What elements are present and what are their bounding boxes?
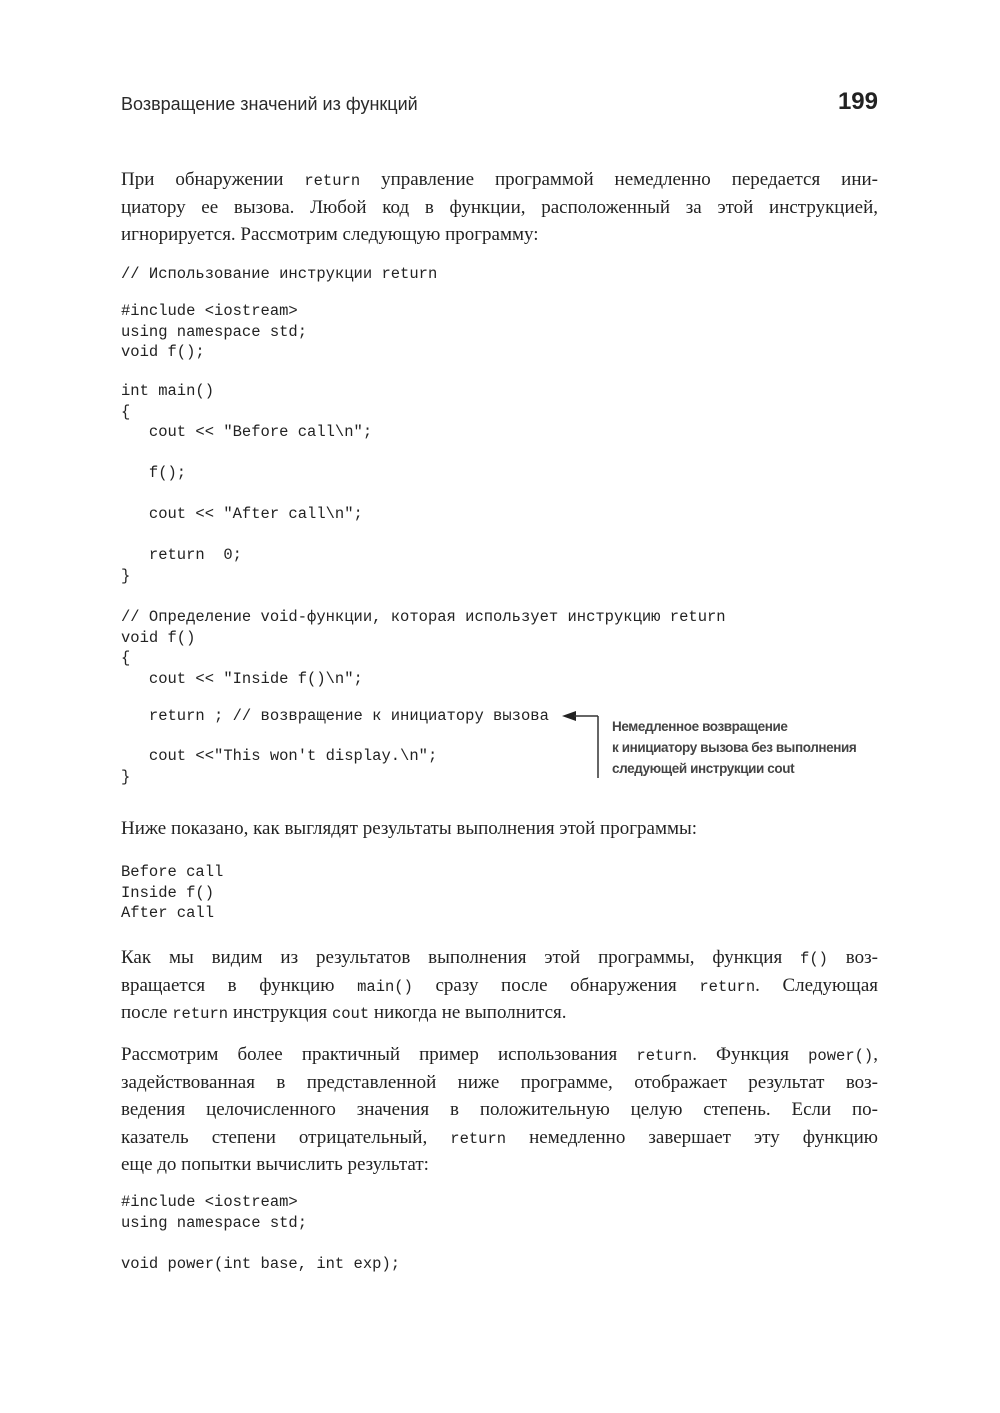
text-segment: инструкция	[228, 1002, 332, 1023]
callout-annotation	[612, 716, 856, 779]
code-line: using namespace std;	[121, 322, 308, 341]
inline-code: return	[699, 977, 756, 996]
code-f-definition	[121, 607, 726, 689]
inline-code: return	[172, 1005, 229, 1023]
inline-code: return	[304, 172, 361, 190]
text-line	[121, 999, 878, 1027]
code-line: void f();	[121, 343, 205, 361]
inline-code: return	[450, 1129, 507, 1148]
text-line	[121, 1041, 878, 1069]
inline-code: return	[636, 1047, 693, 1065]
text-segment: воз-	[827, 947, 878, 968]
code-line: // Использование инструкции return	[121, 265, 438, 283]
page-number: 199	[837, 88, 878, 115]
code-line: Inside f()	[121, 883, 215, 902]
code-line: cout <<"This won't display.\n";	[121, 747, 438, 765]
text-line	[121, 1124, 878, 1152]
text-segment: управление программой немедленно передается ини-	[360, 169, 878, 190]
inline-code: power()	[808, 1047, 874, 1065]
code-return-statement	[121, 706, 549, 727]
text-line	[121, 221, 878, 249]
program-output	[121, 862, 223, 924]
code-main-start	[121, 381, 372, 443]
code-line: int main()	[121, 382, 215, 400]
code-line: cout << "Inside f()\n";	[121, 669, 363, 688]
text-segment: При обнаружении	[121, 169, 305, 190]
code-main-return	[121, 545, 242, 586]
paragraph-intro	[121, 166, 878, 249]
text-segment: еще до попытки вычислить результат:	[121, 1154, 429, 1175]
text-segment: . Следующая	[755, 974, 878, 996]
code-unreached-cout	[121, 746, 437, 787]
text-segment: ,	[873, 1044, 878, 1065]
code-comment	[121, 264, 437, 285]
code-line: // Определение void-функции, которая использует инструкцию return	[121, 608, 726, 626]
text-segment: игнорируется. Рассмотрим следующую программу:	[121, 224, 539, 245]
code-line: {	[121, 649, 131, 667]
code-line: return 0;	[121, 546, 242, 564]
code-line: return ; // возвращение к инициатору вызова	[121, 707, 549, 725]
code-line: void power(int base, int exp);	[121, 1255, 401, 1273]
text-segment: задействованная в представленной ниже программе, отображает результат воз-	[121, 1071, 878, 1093]
code-line: {	[121, 402, 131, 421]
code-includes	[121, 301, 307, 363]
code-line: using namespace std;	[121, 1213, 308, 1232]
paragraph-explanation	[121, 944, 878, 1027]
code-power-includes	[121, 1192, 307, 1233]
code-line: #include <iostream>	[121, 1193, 298, 1211]
text-line	[121, 815, 878, 843]
code-line: void f()	[121, 628, 196, 647]
text-segment: казатель степени отрицательный,	[121, 1126, 451, 1148]
text-line	[121, 1096, 878, 1124]
text-segment: циатору ее вызова. Любой код в функции, расположенный за этой инструкцией,	[121, 196, 878, 218]
text-segment: Рассмотрим более практичный пример использования	[121, 1044, 637, 1065]
text-segment: Как мы видим из результатов выполнения этой программы, функция	[121, 947, 801, 968]
code-line: cout << "After call\n";	[121, 505, 363, 523]
code-line: cout << "Before call\n";	[121, 423, 373, 441]
code-line: Before call	[121, 863, 224, 881]
text-line	[121, 166, 878, 194]
annotation-line: к инициатору вызова без выполнения	[612, 740, 857, 755]
running-header: Возвращение значений из функций	[121, 94, 418, 114]
code-line: After call	[121, 904, 215, 922]
paragraph-results-intro	[121, 815, 878, 843]
text-line	[121, 1069, 878, 1097]
code-line: }	[121, 767, 131, 786]
text-line	[121, 194, 878, 222]
inline-code: main()	[357, 977, 413, 996]
callout-arrow-icon	[560, 706, 605, 786]
text-line	[121, 944, 878, 972]
text-segment: вращается в функцию	[121, 974, 358, 996]
paragraph-power-intro	[121, 1041, 878, 1179]
code-power-prototype	[121, 1254, 400, 1275]
code-line: }	[121, 566, 131, 585]
inline-code: cout	[331, 1005, 370, 1023]
annotation-line: следующей инструкции cout	[612, 761, 795, 776]
text-segment: ведения целочисленного значения в положительную целую степень. Если по-	[121, 1099, 878, 1120]
text-segment: . Функция	[692, 1044, 809, 1065]
code-after-call	[121, 504, 363, 525]
code-line: f();	[121, 464, 187, 482]
text-segment: никогда не выполнится.	[369, 1002, 567, 1023]
text-segment: Ниже показано, как выглядят результаты выполнения этой программы:	[121, 818, 698, 839]
inline-code: f()	[800, 950, 828, 968]
code-call-f	[121, 463, 186, 484]
text-segment: сразу после обнаружения	[412, 974, 700, 996]
annotation-line: Немедленное возвращение	[612, 719, 788, 734]
text-line	[121, 972, 878, 1000]
text-line	[121, 1151, 878, 1179]
code-line: #include <iostream>	[121, 302, 298, 320]
text-segment: после	[121, 1002, 173, 1023]
text-segment: немедленно завершает эту функцию	[506, 1126, 879, 1148]
